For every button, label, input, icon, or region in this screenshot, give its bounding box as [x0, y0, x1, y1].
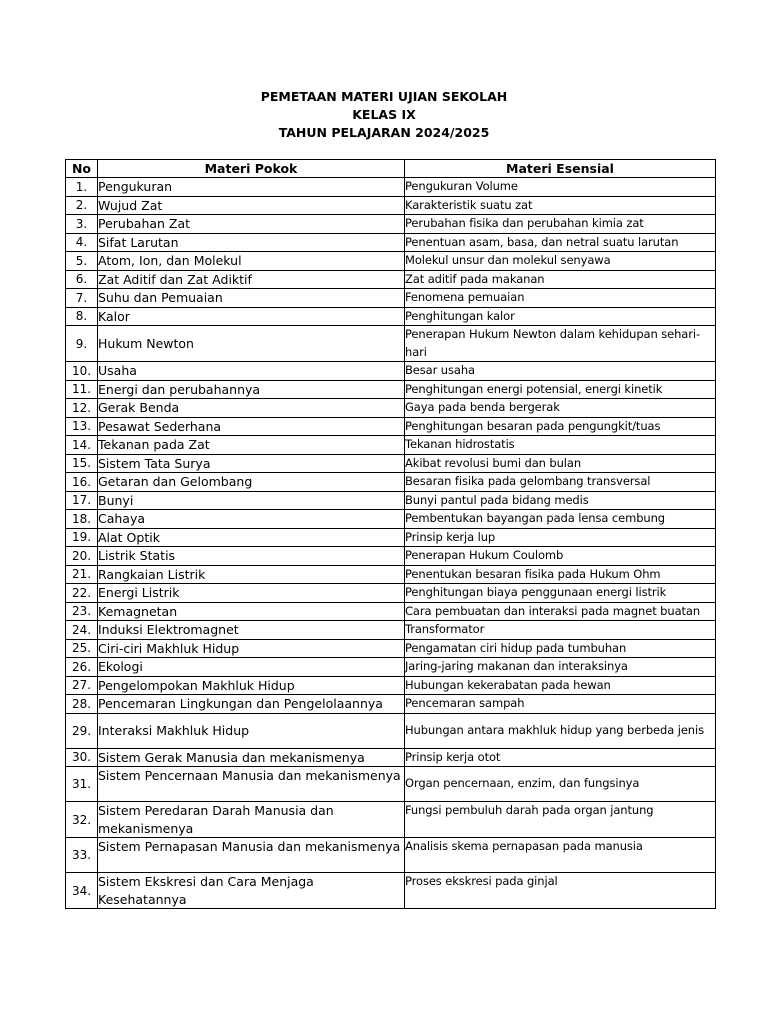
- cell-no: 13.: [66, 417, 98, 436]
- cell-materi-pokok: Interaksi Makhluk Hidup: [98, 713, 405, 748]
- cell-no: 22.: [66, 584, 98, 603]
- cell-materi-pokok: Energi dan perubahannya: [98, 380, 405, 399]
- cell-no: 12.: [66, 399, 98, 418]
- table-row: [66, 748, 716, 767]
- cell-materi-esensial: Besaran fisika pada gelombang transversal: [405, 473, 716, 492]
- document-title: [0, 88, 768, 142]
- cell-materi-esensial: Prinsip kerja lup: [405, 528, 716, 547]
- cell-materi-pokok: Sifat Larutan: [98, 233, 405, 252]
- cell-materi-pokok: Atom, Ion, dan Molekul: [98, 252, 405, 271]
- title-line-3: TAHUN PELAJARAN 2024/2025: [278, 125, 490, 140]
- cell-materi-esensial: Tekanan hidrostatis: [405, 436, 716, 455]
- cell-materi-esensial: Penerapan Hukum Coulomb: [405, 547, 716, 566]
- cell-materi-esensial: Molekul unsur dan molekul senyawa: [405, 252, 716, 271]
- cell-materi-esensial: Organ pencernaan, enzim, dan fungsinya: [405, 767, 716, 802]
- cell-materi-esensial: Jaring-jaring makanan dan interaksinya: [405, 658, 716, 677]
- table-row: [66, 639, 716, 658]
- cell-no: 8.: [66, 307, 98, 326]
- table-row: [66, 436, 716, 455]
- cell-materi-pokok: Sistem Pencernaan Manusia dan mekanismenya: [98, 767, 405, 802]
- cell-no: 27.: [66, 676, 98, 695]
- title-line-2: KELAS IX: [352, 107, 416, 122]
- cell-materi-pokok: Tekanan pada Zat: [98, 436, 405, 455]
- cell-materi-esensial: Cara pembuatan dan interaksi pada magnet buatan: [405, 602, 716, 621]
- cell-no: 11.: [66, 380, 98, 399]
- cell-materi-pokok: Sistem Pernapasan Manusia dan mekanismenya: [98, 838, 405, 873]
- cell-no: 18.: [66, 510, 98, 529]
- cell-materi-esensial: Bunyi pantul pada bidang medis: [405, 491, 716, 510]
- table-row: [66, 215, 716, 234]
- cell-materi-pokok: Induksi Elektromagnet: [98, 621, 405, 640]
- cell-materi-esensial: Penerapan Hukum Newton dalam kehidupan sehari-hari: [405, 326, 716, 362]
- cell-materi-pokok: Kalor: [98, 307, 405, 326]
- cell-no: 15.: [66, 454, 98, 473]
- cell-no: 33.: [66, 838, 98, 873]
- table-row: [66, 289, 716, 308]
- materi-table: [65, 159, 716, 909]
- cell-materi-esensial: Fenomena pemuaian: [405, 289, 716, 308]
- cell-materi-pokok: Sistem Gerak Manusia dan mekanismenya: [98, 748, 405, 767]
- table-row: [66, 380, 716, 399]
- table-row: [66, 602, 716, 621]
- table-row: [66, 510, 716, 529]
- table-row: [66, 695, 716, 714]
- table-row: [66, 270, 716, 289]
- cell-no: 24.: [66, 621, 98, 640]
- table-row: [66, 473, 716, 492]
- table-row: [66, 584, 716, 603]
- cell-no: 4.: [66, 233, 98, 252]
- cell-materi-pokok: Cahaya: [98, 510, 405, 529]
- table-row: [66, 491, 716, 510]
- cell-materi-esensial: Penghitungan energi potensial, energi kinetik: [405, 380, 716, 399]
- table-row: [66, 658, 716, 677]
- cell-materi-pokok: Getaran dan Gelombang: [98, 473, 405, 492]
- cell-materi-esensial: Perubahan fisika dan perubahan kimia zat: [405, 215, 716, 234]
- cell-materi-pokok: Alat Optik: [98, 528, 405, 547]
- cell-materi-esensial: Proses ekskresi pada ginjal: [405, 873, 716, 909]
- cell-materi-esensial: Penentuan asam, basa, dan netral suatu larutan: [405, 233, 716, 252]
- cell-materi-esensial: Fungsi pembuluh darah pada organ jantung: [405, 802, 716, 838]
- cell-materi-pokok: Rangkaian Listrik: [98, 565, 405, 584]
- cell-no: 2.: [66, 196, 98, 215]
- cell-no: 32.: [66, 802, 98, 838]
- cell-no: 3.: [66, 215, 98, 234]
- cell-materi-pokok: Hukum Newton: [98, 326, 405, 362]
- cell-materi-esensial: Penghitungan besaran pada pengungkit/tuas: [405, 417, 716, 436]
- cell-materi-pokok: Ekologi: [98, 658, 405, 677]
- table-row: [66, 547, 716, 566]
- cell-materi-esensial: Pembentukan bayangan pada lensa cembung: [405, 510, 716, 529]
- cell-no: 31.: [66, 767, 98, 802]
- cell-no: 14.: [66, 436, 98, 455]
- table-row: [66, 767, 716, 802]
- table-row: [66, 417, 716, 436]
- cell-materi-pokok: Listrik Statis: [98, 547, 405, 566]
- cell-materi-esensial: Besar usaha: [405, 362, 716, 381]
- cell-materi-esensial: Penentukan besaran fisika pada Hukum Ohm: [405, 565, 716, 584]
- cell-materi-pokok: Bunyi: [98, 491, 405, 510]
- table-row: [66, 802, 716, 838]
- cell-no: 23.: [66, 602, 98, 621]
- cell-no: 1.: [66, 178, 98, 197]
- table-row: [66, 873, 716, 909]
- table-row: [66, 621, 716, 640]
- cell-materi-pokok: Pencemaran Lingkungan dan Pengelolaannya: [98, 695, 405, 714]
- cell-materi-pokok: Pengelompokan Makhluk Hidup: [98, 676, 405, 695]
- table-row: [66, 252, 716, 271]
- cell-materi-esensial: Prinsip kerja otot: [405, 748, 716, 767]
- cell-materi-esensial: Penghitungan biaya penggunaan energi listrik: [405, 584, 716, 603]
- cell-materi-pokok: Sistem Tata Surya: [98, 454, 405, 473]
- table-row: [66, 528, 716, 547]
- cell-materi-esensial: Zat aditif pada makanan: [405, 270, 716, 289]
- table-row: [66, 565, 716, 584]
- cell-no: 25.: [66, 639, 98, 658]
- cell-materi-pokok: Suhu dan Pemuaian: [98, 289, 405, 308]
- table-row: [66, 178, 716, 197]
- cell-no: 21.: [66, 565, 98, 584]
- cell-materi-pokok: Zat Aditif dan Zat Adiktif: [98, 270, 405, 289]
- table-row: [66, 676, 716, 695]
- header-materi-esensial: Materi Esensial: [405, 160, 716, 178]
- table-row: [66, 233, 716, 252]
- cell-no: 9.: [66, 326, 98, 362]
- table-row: [66, 454, 716, 473]
- cell-materi-esensial: Transformator: [405, 621, 716, 640]
- cell-materi-esensial: Analisis skema pernapasan pada manusia: [405, 838, 716, 873]
- cell-materi-pokok: Sistem Peredaran Darah Manusia dan mekanismenya: [98, 802, 405, 838]
- cell-materi-pokok: Ciri-ciri Makhluk Hidup: [98, 639, 405, 658]
- cell-materi-esensial: Akibat revolusi bumi dan bulan: [405, 454, 716, 473]
- cell-no: 29.: [66, 713, 98, 748]
- cell-materi-esensial: Gaya pada benda bergerak: [405, 399, 716, 418]
- cell-materi-pokok: Usaha: [98, 362, 405, 381]
- cell-no: 20.: [66, 547, 98, 566]
- cell-no: 5.: [66, 252, 98, 271]
- cell-materi-pokok: Sistem Ekskresi dan Cara Menjaga Kesehatannya: [98, 873, 405, 909]
- table-row: [66, 399, 716, 418]
- header-materi-pokok: Materi Pokok: [98, 160, 405, 178]
- cell-no: 28.: [66, 695, 98, 714]
- cell-materi-esensial: Pengamatan ciri hidup pada tumbuhan: [405, 639, 716, 658]
- cell-no: 7.: [66, 289, 98, 308]
- cell-materi-esensial: Pencemaran sampah: [405, 695, 716, 714]
- cell-materi-esensial: Karakteristik suatu zat: [405, 196, 716, 215]
- cell-no: 34.: [66, 873, 98, 909]
- table-header-row: [66, 160, 716, 178]
- title-line-1: PEMETAAN MATERI UJIAN SEKOLAH: [260, 89, 508, 104]
- cell-materi-pokok: Perubahan Zat: [98, 215, 405, 234]
- cell-materi-pokok: Wujud Zat: [98, 196, 405, 215]
- cell-no: 6.: [66, 270, 98, 289]
- cell-materi-pokok: Energi Listrik: [98, 584, 405, 603]
- cell-materi-esensial: Hubungan kekerabatan pada hewan: [405, 676, 716, 695]
- cell-no: 30.: [66, 748, 98, 767]
- cell-no: 16.: [66, 473, 98, 492]
- cell-materi-esensial: Penghitungan kalor: [405, 307, 716, 326]
- cell-materi-pokok: Kemagnetan: [98, 602, 405, 621]
- table-row: [66, 326, 716, 362]
- cell-no: 10.: [66, 362, 98, 381]
- table-row: [66, 307, 716, 326]
- table-body: [66, 178, 716, 909]
- cell-no: 19.: [66, 528, 98, 547]
- table-row: [66, 362, 716, 381]
- table-row: [66, 196, 716, 215]
- cell-no: 17.: [66, 491, 98, 510]
- cell-no: 26.: [66, 658, 98, 677]
- table-row: [66, 713, 716, 748]
- cell-materi-pokok: Pesawat Sederhana: [98, 417, 405, 436]
- cell-materi-esensial: Pengukuran Volume: [405, 178, 716, 197]
- cell-materi-pokok: Gerak Benda: [98, 399, 405, 418]
- cell-materi-esensial: Hubungan antara makhluk hidup yang berbeda jenis: [405, 713, 716, 748]
- cell-materi-pokok: Pengukuran: [98, 178, 405, 197]
- header-no: No: [66, 160, 98, 178]
- table-row: [66, 838, 716, 873]
